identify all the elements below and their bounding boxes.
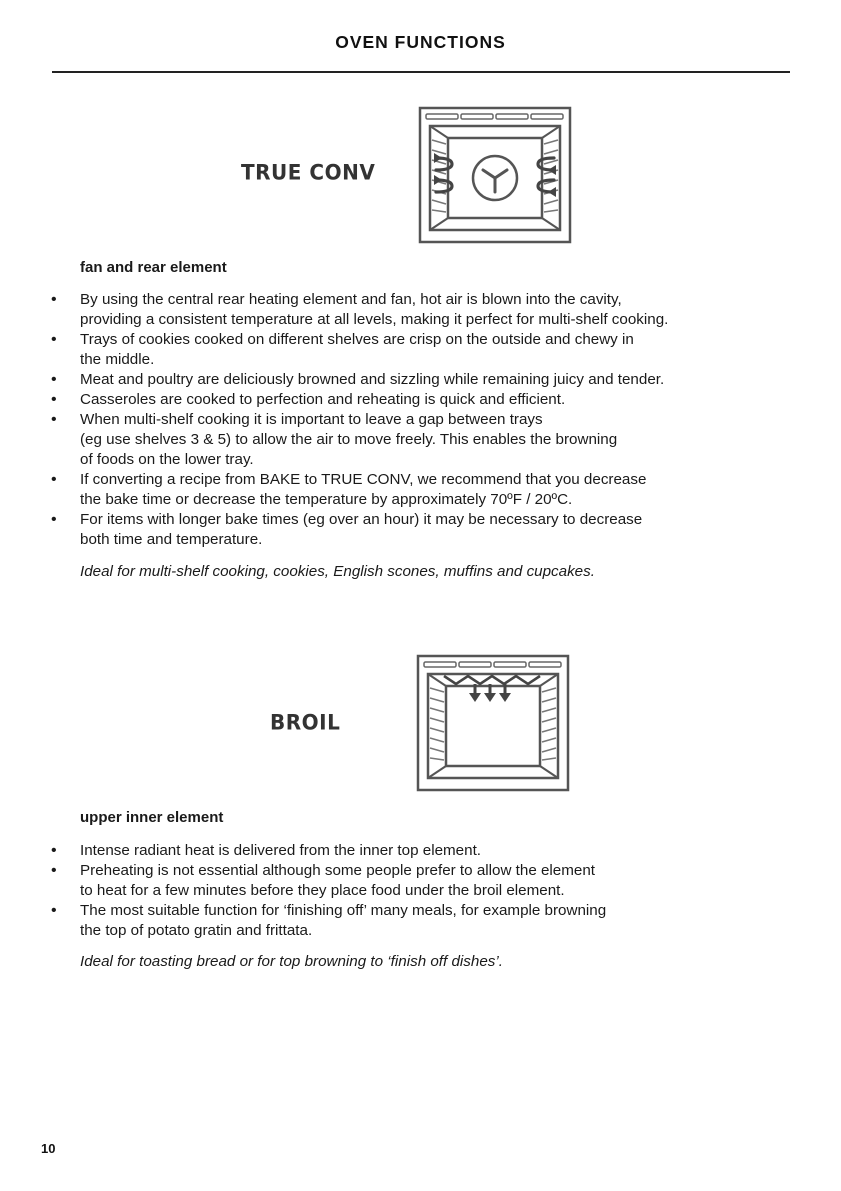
list-item <box>0 290 841 330</box>
bullet-text: Meat and poultry are deliciously browned and sizzling while remaining juicy and tender. <box>80 371 665 388</box>
page-number: 10 <box>41 1141 56 1156</box>
section-heading-true-conv: fan and rear element <box>80 259 227 276</box>
bullet-icon: • <box>51 331 57 348</box>
section-heading-broil: upper inner element <box>80 809 224 826</box>
bullet-icon: • <box>51 471 57 488</box>
bullet-text: When multi-shelf cooking it is important to leave a gap between trays (eg use shelves 3 & 5) to allow the air to move freely. This enables the browning of foods on the lower tray. <box>80 411 618 468</box>
bullet-text: Casseroles are cooked to perfection and reheating is quick and efficient. <box>80 391 566 408</box>
ideal-note-broil: Ideal for toasting bread or for top browning to ‘finish off dishes’. <box>80 953 503 970</box>
bullet-text: If converting a recipe from BAKE to TRUE CONV, we recommend that you decrease the bake time or decrease the temperature by approximately 70ºF / 20ºC. <box>80 471 647 508</box>
list-item <box>0 330 841 370</box>
title-divider <box>52 71 790 73</box>
broil-oven-icon <box>416 654 570 792</box>
broil-bullet-list <box>0 841 841 941</box>
list-item <box>0 841 841 861</box>
bullet-icon: • <box>51 511 57 528</box>
true-convection-oven-icon <box>418 106 572 244</box>
list-item <box>0 370 841 390</box>
bullet-icon: • <box>51 902 57 919</box>
bullet-text: Preheating is not essential although some people prefer to allow the element to heat for a few minutes before they place food under the broil element. <box>80 862 596 899</box>
bullet-icon: • <box>51 371 57 388</box>
bullet-icon: • <box>51 842 57 859</box>
list-item <box>0 861 841 901</box>
bullet-icon: • <box>51 291 57 308</box>
list-item <box>0 901 841 941</box>
page-title: OVEN FUNCTIONS <box>335 32 506 52</box>
bullet-text: For items with longer bake times (eg over an hour) it may be necessary to decrease both time and temperature. <box>80 511 643 548</box>
function-label-broil: BROIL <box>270 709 341 735</box>
list-item <box>0 470 841 510</box>
ideal-note-true-conv: Ideal for multi-shelf cooking, cookies, English scones, muffins and cupcakes. <box>80 563 595 580</box>
function-label-true-conv: TRUE CONV <box>241 159 376 185</box>
true-conv-bullet-list <box>0 290 841 550</box>
list-item <box>0 410 841 470</box>
bullet-icon: • <box>51 862 57 879</box>
bullet-text: By using the central rear heating element and fan, hot air is blown into the cavity, providing a consistent temperature at all levels, making it perfect for multi-shelf cooking. <box>80 291 669 328</box>
bullet-text: Trays of cookies cooked on different shelves are crisp on the outside and chewy in the middle. <box>80 331 634 368</box>
bullet-icon: • <box>51 411 57 428</box>
bullet-icon: • <box>51 391 57 408</box>
list-item <box>0 510 841 550</box>
list-item <box>0 390 841 410</box>
bullet-text: Intense radiant heat is delivered from the inner top element. <box>80 842 482 859</box>
bullet-text: The most suitable function for ‘finishing off’ many meals, for example browning the top of potato gratin and frittata. <box>80 902 607 939</box>
